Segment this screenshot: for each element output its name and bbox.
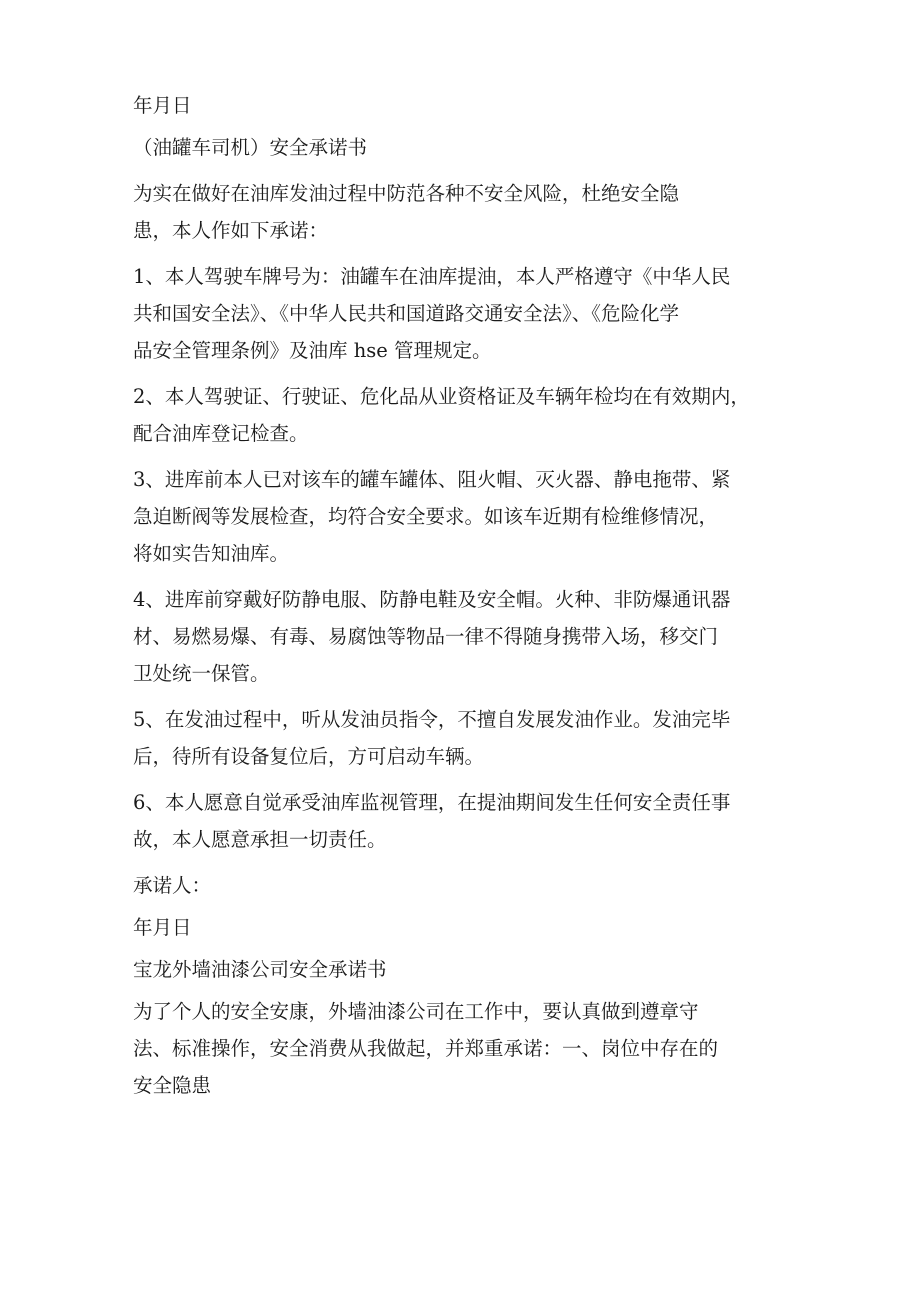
paragraph-line: 故，本人愿意承担一切责任。	[133, 828, 387, 851]
paragraph-line: 患，本人作如下承诺：	[133, 219, 329, 242]
paragraph-line: 将如实告知油库。	[133, 542, 290, 565]
date-line: 年月日	[133, 94, 192, 117]
commitment-item-4	[133, 582, 793, 692]
paragraph-line: 品安全管理条例》及油库 hse 管理规定。	[133, 339, 492, 362]
paragraph-line: 法、标准操作，安全消费从我做起，并郑重承诺：一、岗位中存在的	[133, 1037, 719, 1060]
date-line: 年月日	[133, 916, 192, 939]
commitment-item-1	[133, 259, 793, 369]
paragraph-line: 急迫断阀等发展检查，均符合安全要求。如该车近期有检维修情况，	[133, 505, 719, 528]
paragraph-line: 共和国安全法》、《中华人民共和国道路交通安全法》、《危险化学	[133, 302, 680, 325]
paragraph-line: 为实在做好在油库发油过程中防范各种不安全风险，杜绝安全隐	[133, 182, 680, 205]
commitment-item-5	[133, 702, 793, 775]
paragraph-line: 配合油库登记检查。	[133, 422, 309, 445]
signer-label: 承诺人：	[133, 874, 212, 897]
paragraph-line: 卫处统一保管。	[133, 662, 270, 685]
paragraph-line: 安全隐患	[133, 1074, 212, 1097]
document-body	[133, 88, 793, 1114]
document-title: 宝龙外墙油漆公司安全承诺书	[133, 958, 387, 981]
document-title: （油罐车司机）安全承诺书	[133, 136, 368, 159]
paragraph-line: 5、在发油过程中，听从发油员指令，不擅自发展发油作业。发油完毕	[133, 708, 731, 731]
commitment-item-3	[133, 462, 793, 572]
commitment-item-6	[133, 785, 793, 858]
commitment-item-2	[133, 379, 793, 452]
paragraph-line: 3、进库前本人已对该车的罐车罐体、阻火帽、灭火器、静电拖带、紧	[133, 468, 731, 491]
paragraph-line: 后，待所有设备复位后，方可启动车辆。	[133, 745, 485, 768]
paragraph-line: 为了个人的安全安康，外墙油漆公司在工作中，要认真做到遵章守	[133, 1000, 699, 1023]
paragraph-line: 材、易燃易爆、有毒、易腐蚀等物品一律不得随身携带入场，移交门	[133, 625, 719, 648]
paragraph-line: 2、本人驾驶证、行驶证、危化品从业资格证及车辆年检均在有效期内，	[133, 385, 750, 408]
paragraph-line: 1、本人驾驶车牌号为：油罐车在油库提油，本人严格遵守《中华人民	[133, 265, 731, 288]
closing-paragraph	[133, 994, 793, 1104]
paragraph-line: 4、进库前穿戴好防静电服、防静电鞋及安全帽。火种、非防爆通讯器	[133, 588, 731, 611]
intro-paragraph	[133, 176, 793, 249]
paragraph-line: 6、本人愿意自觉承受油库监视管理，在提油期间发生任何安全责任事	[133, 791, 731, 814]
